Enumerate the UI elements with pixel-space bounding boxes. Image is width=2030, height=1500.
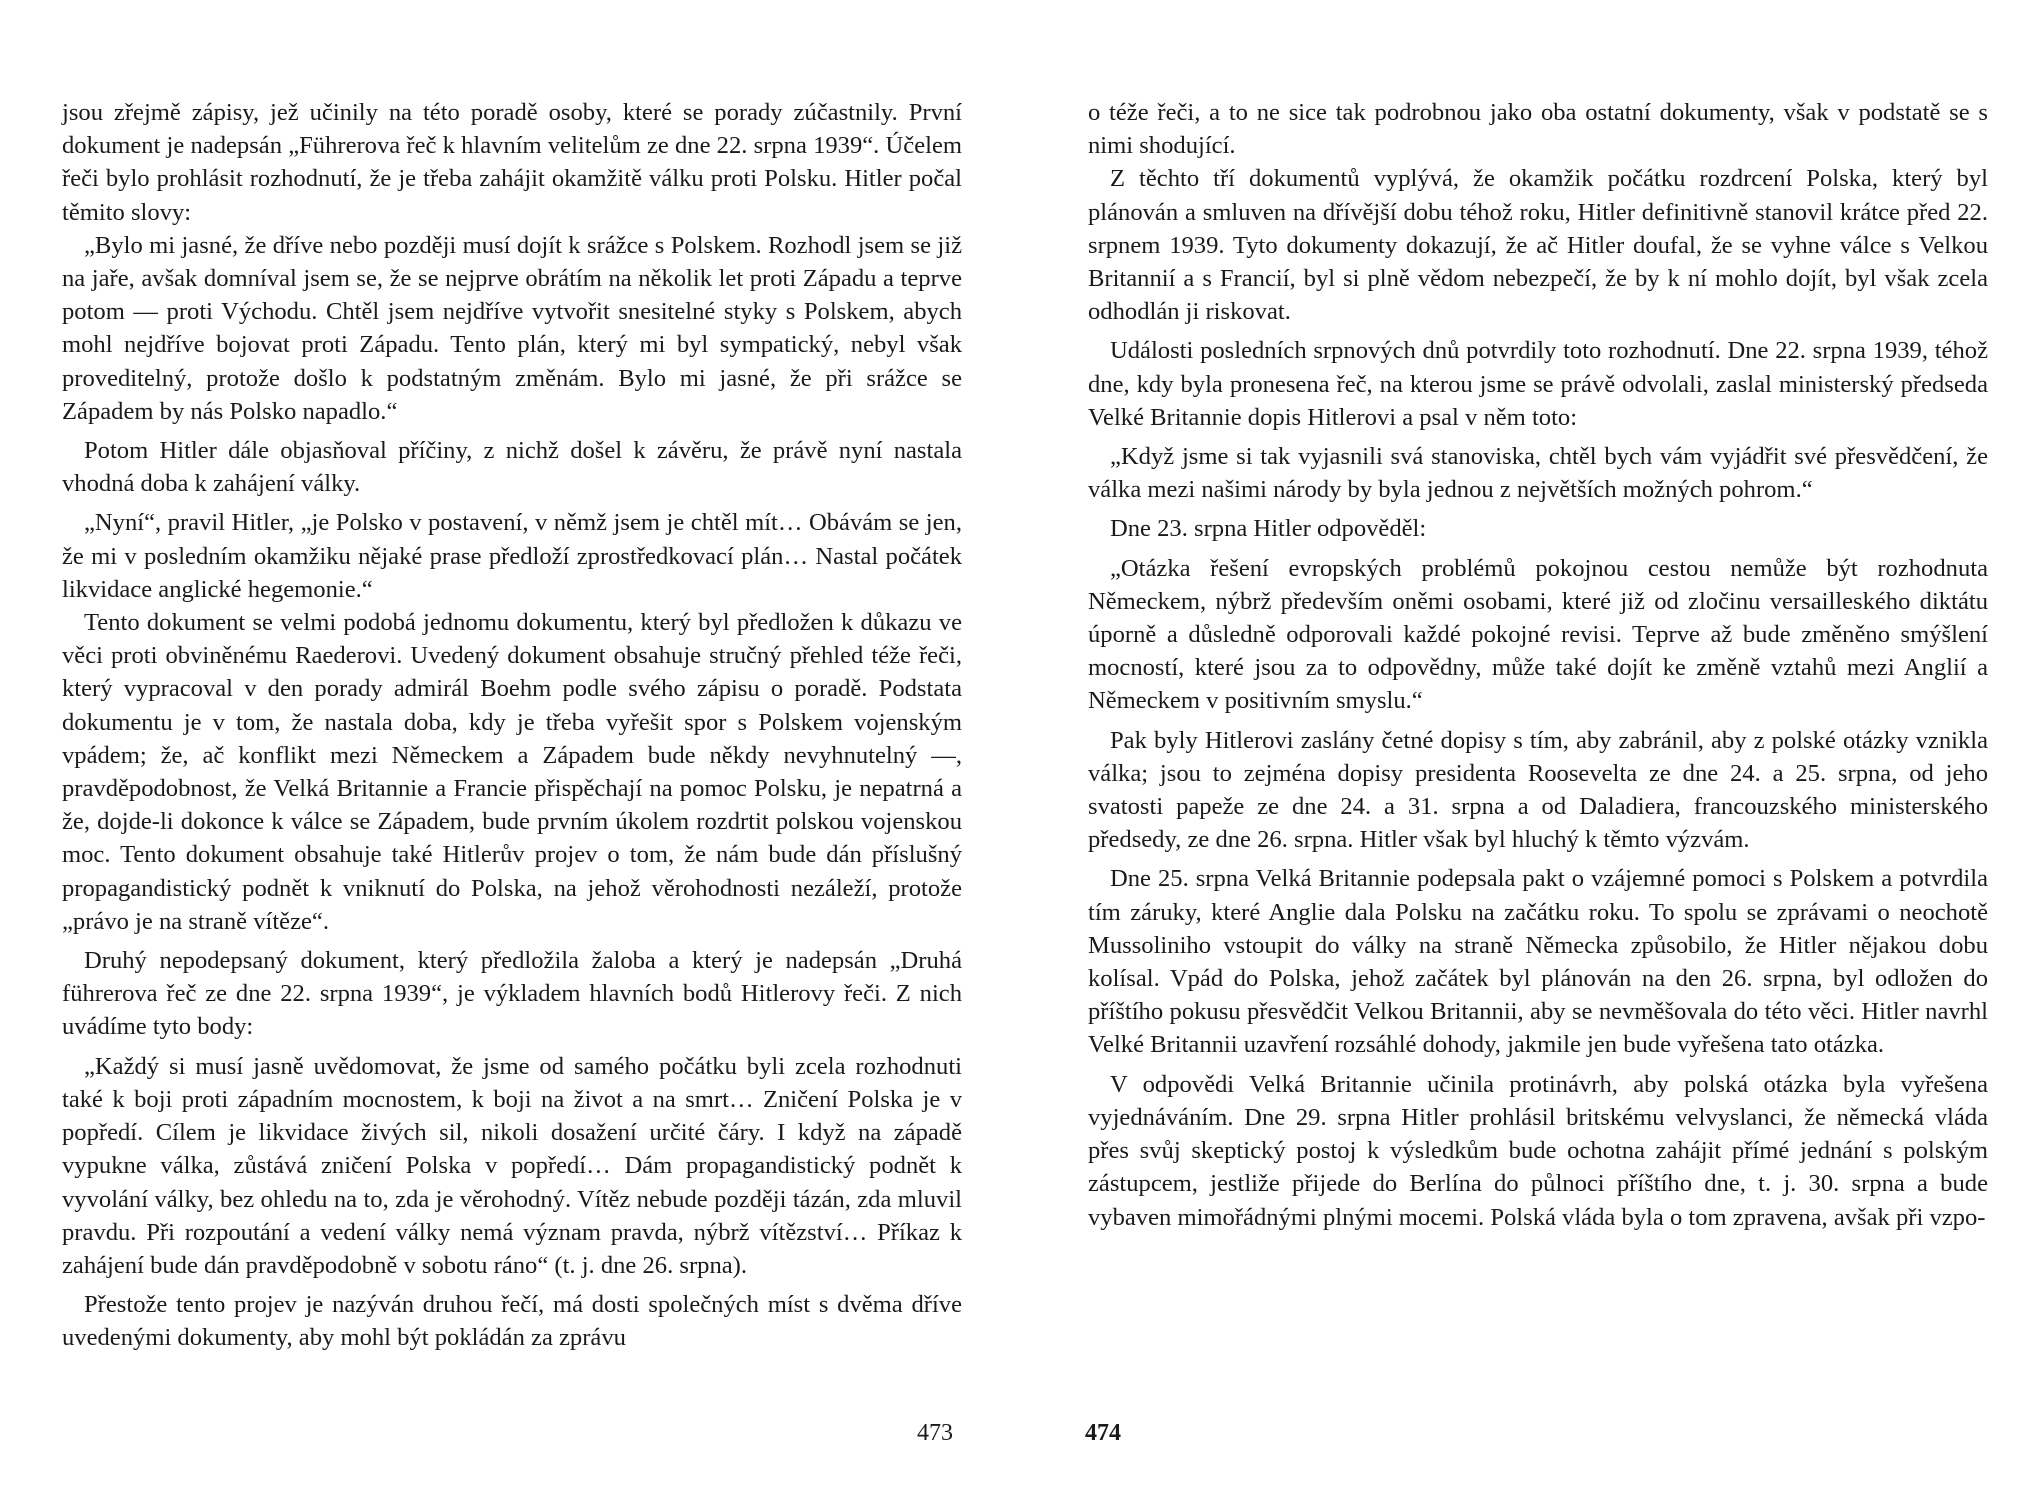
- right-paragraph-8: Dne 25. srpna Velká Britannie podepsala pakt o vzájemné pomoci s Polskem a potvrdila tím záruky, které Anglie dala Polsku na začátku roku. To spolu se zprávami o neochotě Mussoliniho vstoupit do války na straně Německa způsobilo, že Hitler nějakou dobu kolísal. Vpád do Polska, jehož začátek byl plánován na den 26. srpna, byl odložen do příštího pokusu přesvědčit Velkou Britannii, aby se nevměšovala do této věci. Hitler navrhl Velké Britannii uzavření rozsáhlé dohody, jakmile jen bude vyřešena tato otázka.: [1088, 865, 1988, 1059]
- page-number-left: 473: [917, 1420, 953, 1446]
- right-paragraph-7: Pak byly Hitlerovi zaslány četné dopisy s tím, aby zabránil, aby z polské otázky vznikla válka; jsou to zejména dopisy presidenta Roosevelta ze dne 24. a 25. srpna, od jeho svatosti papeže ze dne 24. a 31. srpna a od Daladiera, francouzského ministerského předsedy, ze dne 26. srpna. Hitler však byl hluchý k těmto výzvám.: [1088, 726, 1988, 854]
- right-paragraph-5: Dne 23. srpna Hitler odpověděl:: [1110, 515, 1427, 543]
- right-paragraph-9: V odpovědi Velká Britannie učinila protinávrh, aby polská otázka byla vyřešena vyjednáváním. Dne 29. srpna Hitler prohlásil britskému velvyslanci, že německá vláda přes svůj skeptický postoj k výsledkům bude ochotna zahájit přímé jednání s polským zástupcem, jestliže přijede do Berlína do půlnoci příštího dne, t. j. 30. srpna a bude vybaven mimořádnými plnými mocemi. Polská vláda byla o tom zpravena, avšak při vzpo-: [1088, 1070, 1988, 1231]
- left-page-text: [62, 96, 962, 1355]
- right-paragraph-4: „Když jsme si tak vyjasnili svá stanoviska, chtěl bych vám vyjádřit své přesvědčení, že válka mezi našimi národy by byla jednou z největších možných pohrom.“: [1088, 443, 1988, 504]
- right-paragraph-2: Z těchto tří dokumentů vyplývá, že okamžik počátku rozdrcení Polska, který byl plánován a smluven na dřívější dobu téhož roku, Hitler definitivně stanovil krátce před 22. srpnem 1939. Tyto dokumenty dokazují, že ač Hitler doufal, že se vyhne válce s Velkou Britannií a s Francií, byl si plně vědom nebezpečí, že by k ní mohlo dojít, byl však zcela odhodlán ji riskovat.: [1088, 165, 1988, 326]
- right-page: [1088, 96, 1988, 1436]
- right-paragraph-3: Události posledních srpnových dnů potvrdily toto rozhodnutí. Dne 22. srpna 1939, téhož dne, kdy byla pronesena řeč, na kterou jsme se právě odvolali, zaslal ministerský předseda Velké Britannie dopis Hitlerovi a psal v něm toto:: [1088, 337, 1988, 431]
- left-paragraph-5: Tento dokument se velmi podobá jednomu dokumentu, který byl předložen k důkazu ve věci proti obviněnému Raederovi. Uvedený dokument obsahuje stručný přehled téže řeči, který vypracoval v den porady admirál Boehm podle svého zápisu o poradě. Podstata dokumentu je v tom, že nastala doba, kdy je třeba vyřešit spor s Polskem vojenským vpádem; že, ač konflikt mezi Německem a Západem bude někdy nevyhnutelný —, pravděpodobnost, že Velká Britannie a Francie přispěchají na pomoc Polsku, je nepatrná a že, dojde-li dokonce k válce se Západem, bude prvním úkolem rozdrtit polskou vojenskou moc. Tento dokument obsahuje také Hitlerův projev o tom, že nám bude dán příslušný propagandistický podnět k vniknutí do Polska, na jehož věrohodnosti nezáleží, protože „právo je na straně vítěze“.: [62, 609, 962, 935]
- left-paragraph-8: Přestože tento projev je nazýván druhou řečí, má dosti společných míst s dvěma dříve uvedenými dokumenty, aby mohl být pokládán za zprávu: [62, 1291, 962, 1352]
- left-paragraph-2: „Bylo mi jasné, že dříve nebo později musí dojít k srážce s Polskem. Rozhodl jsem se již na jaře, avšak domníval jsem se, že se nejprve obrátím na několik let proti Západu a teprve potom — proti Východu. Chtěl jsem nejdříve vytvořit snesitelné styky s Polskem, abych mohl nejdříve bojovat proti Západu. Tento plán, který mi byl sympatický, nebyl však proveditelný, protože došlo k podstatným změnám. Bylo mi jasné, že při srážce se Západem by nás Polsko napadlo.“: [62, 231, 962, 425]
- right-paragraph-1: o téže řeči, a to ne sice tak podrobnou jako oba ostatní dokumenty, však v podstatě se s nimi shodující.: [1088, 99, 1988, 160]
- left-paragraph-3: Potom Hitler dále objasňoval příčiny, z nichž došel k závěru, že právě nyní nastala vhodná doba k zahájení války.: [62, 437, 962, 498]
- left-paragraph-4: „Nyní“, pravil Hitler, „je Polsko v postavení, v němž jsem je chtěl mít… Obávám se jen, že mi v posledním okamžiku nějaké prase předloží zprostředkovací plán… Nastal počátek likvidace anglické hegemonie.“: [62, 509, 962, 603]
- left-page: [62, 96, 962, 1436]
- page-number-right: 474: [1085, 1420, 1121, 1446]
- left-paragraph-1: jsou zřejmě zápisy, jež učinily na této poradě osoby, které se porady zúčastnily. První dokument je nadepsán „Führerova řeč k hlavním velitelům ze dne 22. srpna 1939“. Účelem řeči bylo prohlásit rozhodnutí, že je třeba zahájit okamžitě válku proti Polsku. Hitler počal těmito slovy:: [62, 99, 962, 226]
- right-paragraph-6: „Otázka řešení evropských problémů pokojnou cestou nemůže být rozhodnuta Německem, nýbrž především oněmi osobami, které již od zločinu versailleského diktátu úporně a důsledně odporovali každé pokojné revisi. Teprve až bude změněno smýšlení mocností, které jsou za to odpovědny, může také dojít ke změně vztahů mezi Anglií a Německem v positivním smyslu.“: [1088, 554, 1988, 715]
- left-paragraph-6: Druhý nepodepsaný dokument, který předložila žaloba a který je nadepsán „Druhá führerova řeč ze dne 22. srpna 1939“, je výkladem hlavních bodů Hitlerovy řeči. Z nich uvádíme tyto body:: [62, 947, 962, 1041]
- right-page-text: [1088, 96, 1988, 1234]
- left-paragraph-7: „Každý si musí jasně uvědomovat, že jsme od samého počátku byli zcela rozhodnuti také k boji proti západním mocnostem, k boji na život a na smrt… Zničení Polska je v popředí. Cílem je likvidace živých sil, nikoli dosažení určité čáry. I když na západě vypukne válka, zůstává zničení Polska v popředí… Dám propagandistický podnět k vyvolání války, bez ohledu na to, zda je věrohodný. Vítěz nebude později tázán, zda mluvil pravdu. Při rozpoutání a vedení války nemá význam pravda, nýbrž vítězství… Příkaz k zahájení bude dán pravděpodobně v sobotu ráno“ (t. j. dne 26. srpna).: [62, 1052, 962, 1279]
